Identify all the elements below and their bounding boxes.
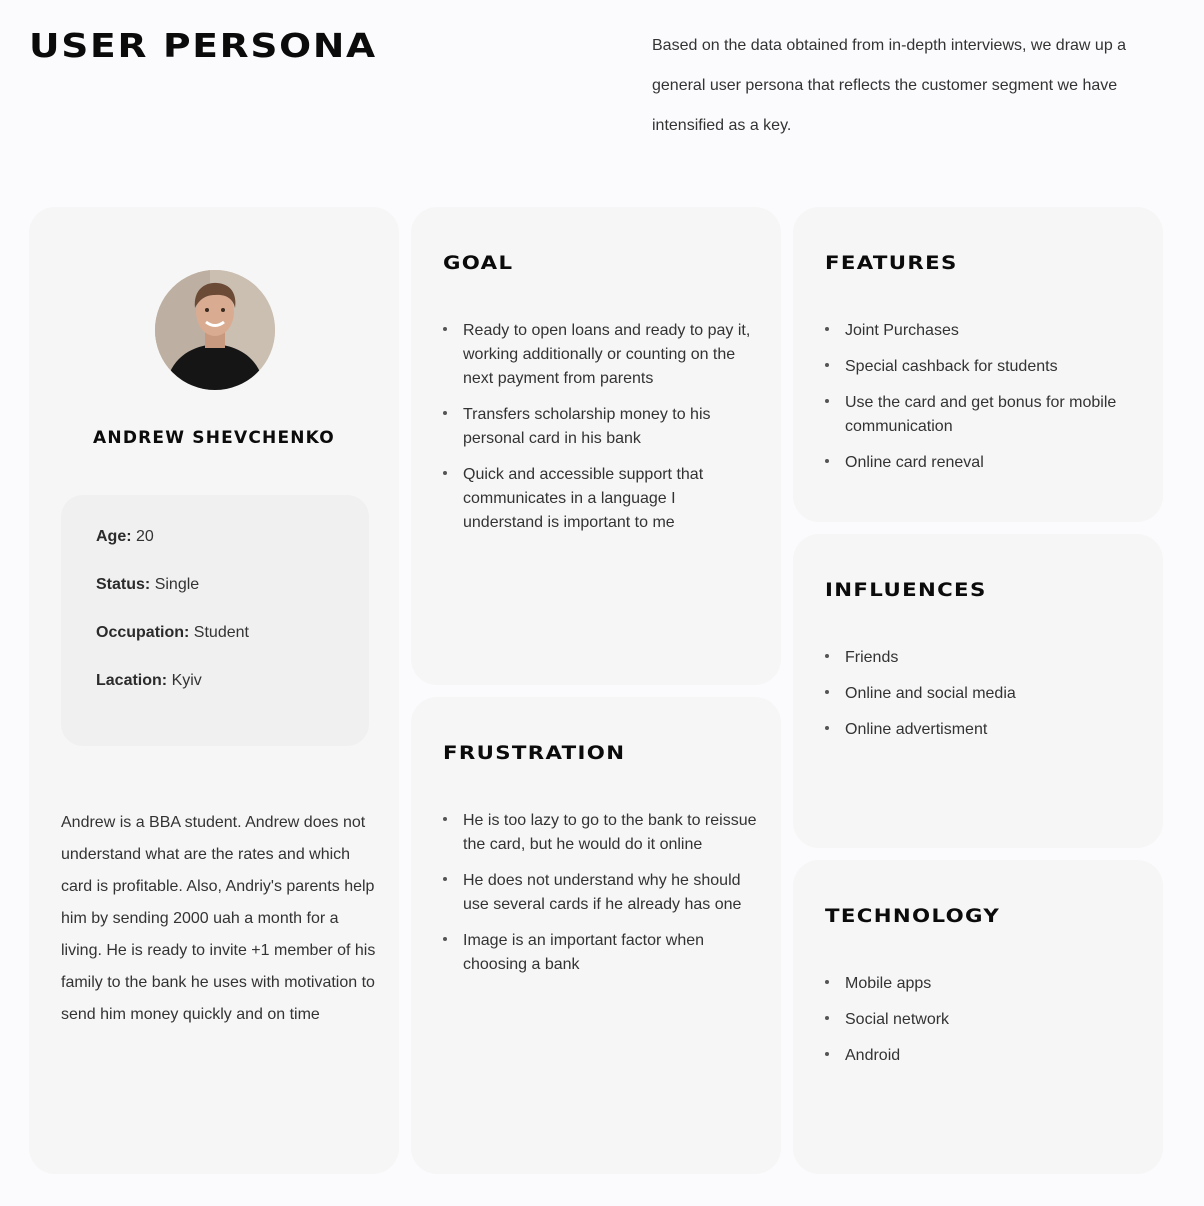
- list-item: Special cashback for students: [825, 355, 1139, 379]
- list-item: Use the card and get bonus for mobile communication: [825, 391, 1139, 439]
- goal-list: [443, 319, 757, 547]
- persona-bio: Andrew is a BBA student. Andrew does not understand what are the rates and which card is profitable. Also, Andriy's parents help him by sending 2000 uah a month for a living. He is ready to invite +1 member of his family to the bank he uses with motivation to send him money quickly and on time: [61, 814, 376, 1023]
- features-card: [793, 207, 1163, 522]
- technology-list: [825, 972, 1139, 1080]
- list-item: Android: [825, 1044, 1139, 1068]
- influences-list: [825, 646, 1139, 754]
- profile-card: [29, 207, 399, 1174]
- features-title: FEATURES: [825, 252, 958, 274]
- list-item: Friends: [825, 646, 1139, 670]
- list-item: Mobile apps: [825, 972, 1139, 996]
- goal-title: GOAL: [443, 252, 514, 274]
- list-item: He is too lazy to go to the bank to reissue the card, but he would do it online: [443, 809, 757, 857]
- list-item: Ready to open loans and ready to pay it, working additionally or counting on the next payment from parents: [443, 319, 757, 391]
- page-title: USER PERSONA: [29, 26, 377, 65]
- fact-occupation: Occupation: Student: [96, 624, 249, 641]
- list-item: Transfers scholarship money to his personal card in his bank: [443, 403, 757, 451]
- intro-text: Based on the data obtained from in-depth interviews, we draw up a general user persona that reflects the customer segment we have intensified as a key.: [652, 37, 1127, 134]
- fact-age: Age: 20: [96, 528, 154, 545]
- list-item: Online card reneval: [825, 451, 1139, 475]
- goal-card: [411, 207, 781, 685]
- list-item: Image is an important factor when choosing a bank: [443, 929, 757, 977]
- frustration-title: FRUSTRATION: [443, 742, 626, 764]
- person-photo-icon: [155, 270, 275, 390]
- persona-name: ANDREW SHEVCHENKO: [93, 428, 335, 448]
- influences-title: INFLUENCES: [825, 579, 987, 601]
- influences-card: [793, 534, 1163, 848]
- list-item: Social network: [825, 1008, 1139, 1032]
- frustration-card: [411, 697, 781, 1174]
- frustration-list: [443, 809, 757, 989]
- avatar: [155, 270, 275, 390]
- persona-facts: [61, 495, 369, 746]
- fact-location: Lacation: Kyiv: [96, 672, 202, 689]
- list-item: Online and social media: [825, 682, 1139, 706]
- list-item: He does not understand why he should use several cards if he already has one: [443, 869, 757, 917]
- list-item: Joint Purchases: [825, 319, 1139, 343]
- list-item: Quick and accessible support that communicates in a language I understand is important to me: [443, 463, 757, 535]
- fact-status: Status: Single: [96, 576, 200, 593]
- technology-title: TECHNOLOGY: [825, 905, 1001, 927]
- technology-card: [793, 860, 1163, 1174]
- features-list: [825, 319, 1139, 487]
- list-item: Online advertisment: [825, 718, 1139, 742]
